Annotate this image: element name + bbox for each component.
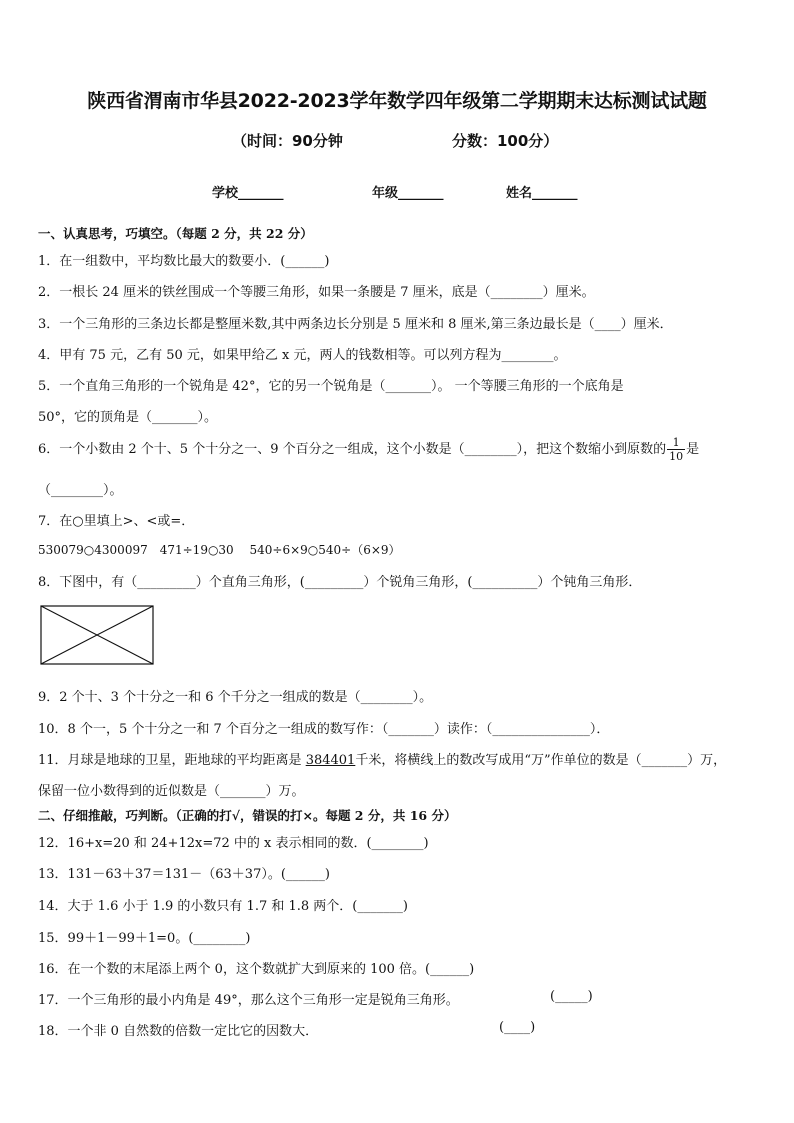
fraction xyxy=(667,436,685,463)
question-18-blank: (____) xyxy=(499,1020,536,1035)
question-4: 4．甲有 75 元，乙有 50 元，如果甲给乙 x 元，两人的钱数相等。可以列方程为________。 xyxy=(38,348,567,363)
question-6-line-2: （________）。 xyxy=(38,483,123,498)
page-title: 陕西省渭南市华县2022-2023学年数学四年级第二学期期末达标测试试题 xyxy=(87,90,707,112)
question-12: 12．16+x=20 和 24+12x=72 中的 x 表示相同的数．(________) xyxy=(38,836,429,851)
question-3: 3．一个三角形的三条边长都是整厘米数,其中两条边长分别是 5 厘米和 8 厘米,第三条边最长是（____）厘米． xyxy=(38,317,673,332)
question-11-text-end: 千米，将横线上的数改写成用“万”作单位的数是（_______）万， xyxy=(355,753,727,768)
question-9: 9．2 个十、3 个十分之一和 6 个千分之一组成的数是（________）。 xyxy=(38,690,433,705)
school-field: 学校_______ xyxy=(212,186,284,201)
question-6-suffix: 是 xyxy=(686,442,700,457)
question-1: 1．在一组数中，平均数比最大的数要小．(______) xyxy=(38,254,330,269)
question-6-text: 6．一个小数由 2 个十、5 个十分之一、9 个百分之一组成，这个小数是（________），把这个数缩小到原数的 xyxy=(38,442,667,457)
section-heading: 一、认真思考，巧填空。（每题 2 分，共 22 分） xyxy=(38,226,313,241)
question-10: 10．8 个一，5 个十分之一和 7 个百分之一组成的数写作：（_______）读作：（_______________）． xyxy=(38,722,610,737)
question-7: 7．在○里填上>、<或=． xyxy=(38,514,195,529)
grade-field: 年级_______ xyxy=(372,186,444,201)
question-6-line-1 xyxy=(38,436,699,463)
exam-time: （时间：90分钟 xyxy=(232,132,343,150)
question-17: 17．一个三角形的最小内角是 49°，那么这个三角形一定是锐角三角形。 xyxy=(38,993,459,1008)
question-8: 8．下图中，有（_________）个直角三角形，(_________）个锐角三角形，(__________）个钝角三角形． xyxy=(38,575,642,590)
question-14: 14．大于 1.6 小于 1.9 的小数只有 1.7 和 1.8 两个．(_______) xyxy=(38,899,408,914)
question-18: 18．一个非 0 自然数的倍数一定比它的因数大． xyxy=(38,1024,319,1039)
question-11-text: 11．月球是地球的卫星，距地球的平均距离是 xyxy=(38,753,306,768)
question-17-blank: (_____) xyxy=(550,989,593,1004)
question-15: 15．99＋1－99＋1=0。(________) xyxy=(38,931,251,946)
question-7-items: 530079○4300097 471÷19○30 540÷6×9○540÷（6×9） xyxy=(38,543,401,557)
fraction-numerator: 1 xyxy=(667,436,685,450)
question-13: 13．131－63＋37＝131－（63＋37）。(______) xyxy=(38,867,330,882)
name-field: 姓名_______ xyxy=(506,186,578,201)
rectangle-diagram xyxy=(40,605,156,667)
section-heading: 二、仔细推敲，巧判断。（正确的打√，错误的打×。每题 2 分，共 16 分） xyxy=(38,808,457,823)
question-5-line-2: 50°，它的顶角是（_______）。 xyxy=(38,410,218,425)
exam-score: 分数：100分） xyxy=(452,132,559,150)
underlined-number: 384401 xyxy=(305,753,356,768)
fraction-denominator: 10 xyxy=(669,450,684,463)
question-2: 2．一根长 24 厘米的铁丝围成一个等腰三角形，如果一条腰是 7 厘米，底是（________）厘米。 xyxy=(38,285,595,300)
question-11-line-1 xyxy=(38,749,726,768)
question-11-line-2: 保留一位小数得到的近似数是（_______）万。 xyxy=(38,784,305,799)
question-5-line-1: 5．一个直角三角形的一个锐角是 42°，它的另一个锐角是（_______）。 一个等腰三角形的一个底角是 xyxy=(38,379,624,394)
question-16: 16．在一个数的末尾添上两个 0，这个数就扩大到原来的 100 倍。(______) xyxy=(38,962,475,977)
